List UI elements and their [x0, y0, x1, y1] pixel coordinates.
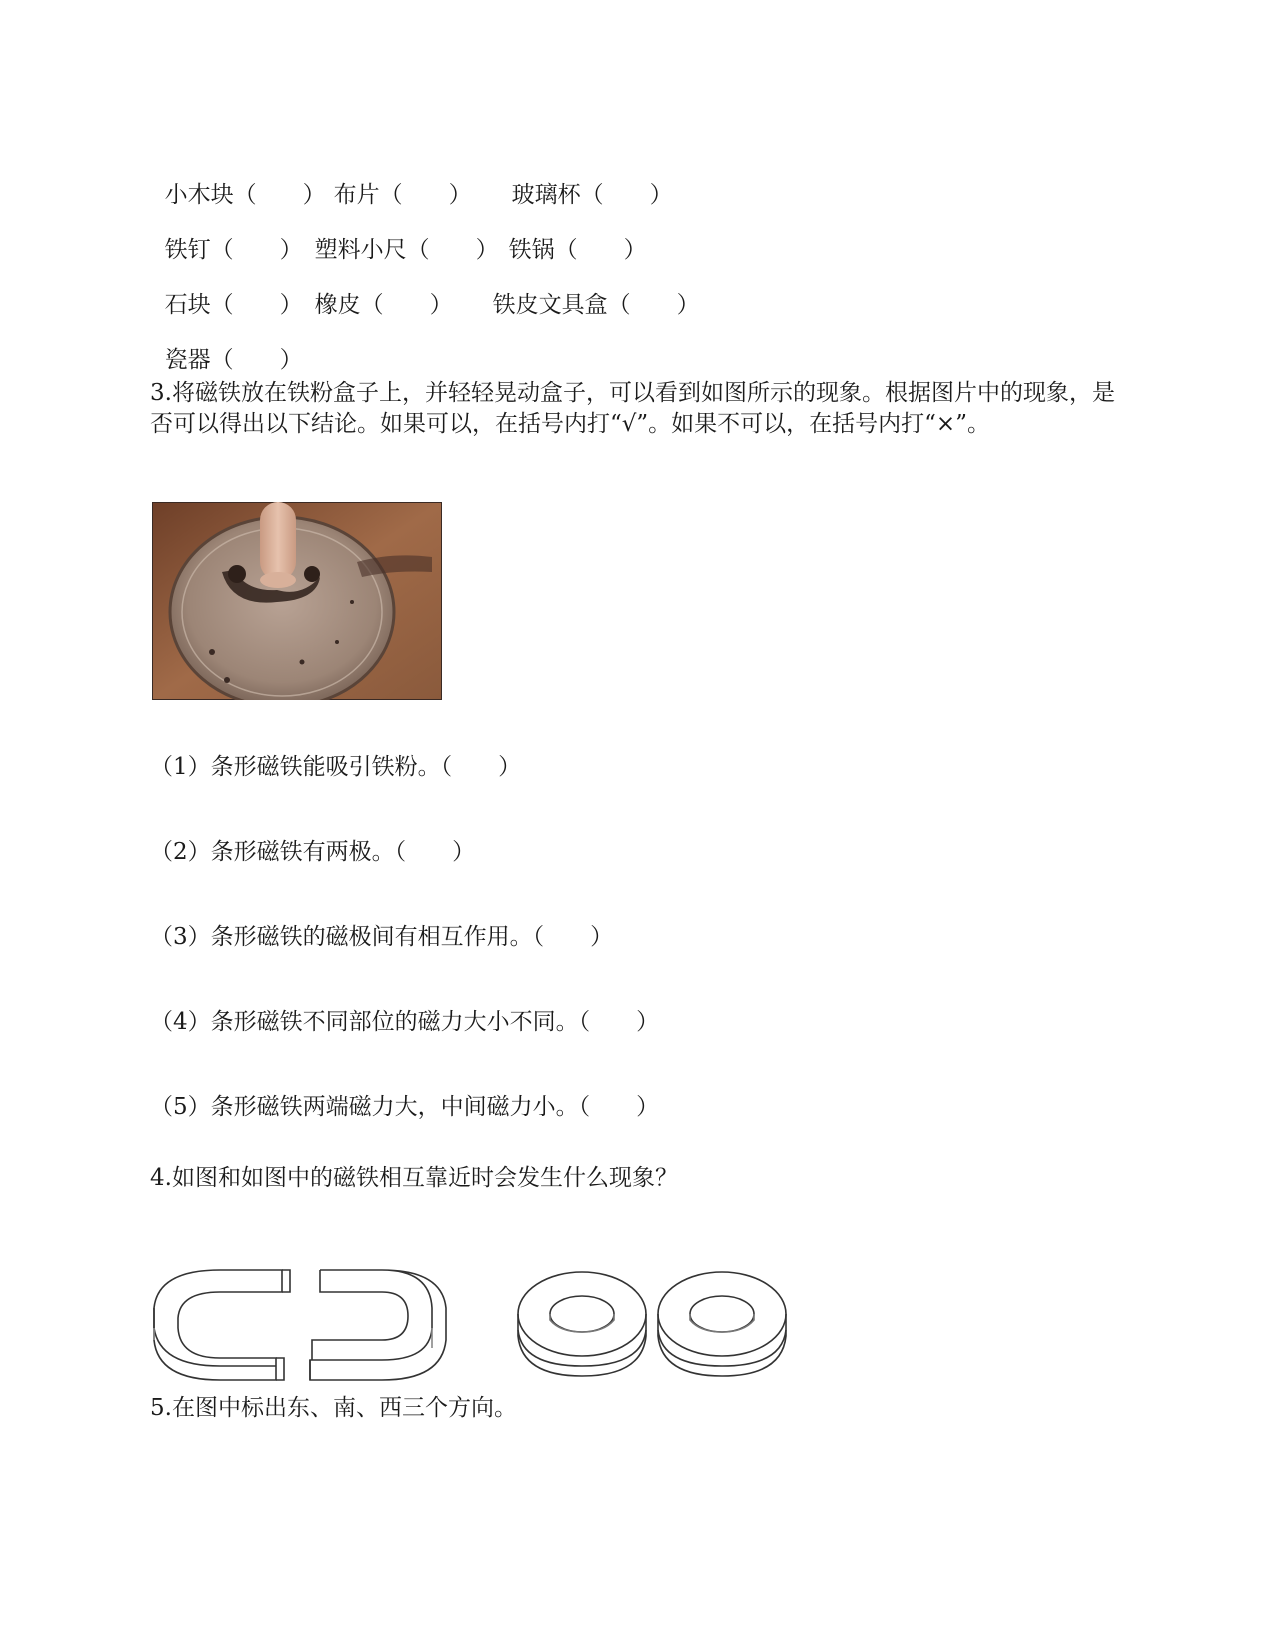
item-iron-nail: 铁钉（ ）	[164, 237, 303, 263]
item-porcelain: 瓷器（ ）	[164, 347, 303, 373]
q3-sub-2: （2）条形磁铁有两极。（ ）	[150, 839, 476, 865]
u-magnet-right-icon	[310, 1270, 446, 1380]
item-row-4	[150, 315, 303, 375]
item-row-3	[150, 260, 700, 320]
question-5-text: 5.在图中标出东、南、西三个方向。	[150, 1395, 517, 1421]
question-3-text: 3.将磁铁放在铁粉盒子上，并轻轻晃动盒子，可以看到如图所示的现象。根据图片中的现象，是否可以得出以下结论。如果可以，在括号内打“√”。如果不可以，在括号内打“×”。	[150, 380, 1115, 437]
item-glass-cup: 玻璃杯（ ）	[511, 182, 673, 208]
item-cloth: 布片（ ）	[333, 182, 472, 208]
item-iron-pot: 铁锅（ ）	[508, 237, 647, 263]
ring-magnet-pair-1-icon	[518, 1272, 646, 1376]
magnets-illustration	[150, 1268, 850, 1398]
q3-sub-3: （3）条形磁铁的磁极间有相互作用。（ ）	[150, 924, 614, 950]
item-stone: 石块（ ）	[164, 292, 303, 318]
iron-filings-photo	[152, 502, 442, 700]
u-magnet-left-icon	[154, 1270, 290, 1380]
item-eraser: 橡皮（ ）	[314, 292, 453, 318]
item-row-1	[150, 150, 673, 210]
item-plastic-ruler: 塑料小尺（ ）	[314, 237, 499, 263]
question-4-text: 4.如图和如图中的磁铁相互靠近时会发生什么现象？	[150, 1165, 678, 1191]
item-tin-pencil-box: 铁皮文具盒（ ）	[492, 292, 700, 318]
q3-sub-4: （4）条形磁铁不同部位的磁力大小不同。（ ）	[150, 1009, 660, 1035]
q3-sub-5: （5）条形磁铁两端磁力大，中间磁力小。（ ）	[150, 1094, 660, 1120]
item-wood-block: 小木块（ ）	[164, 182, 326, 208]
q3-sub-1: （1）条形磁铁能吸引铁粉。（ ）	[150, 754, 522, 780]
item-row-2	[150, 205, 647, 265]
ring-magnet-pair-2-icon	[658, 1272, 786, 1376]
